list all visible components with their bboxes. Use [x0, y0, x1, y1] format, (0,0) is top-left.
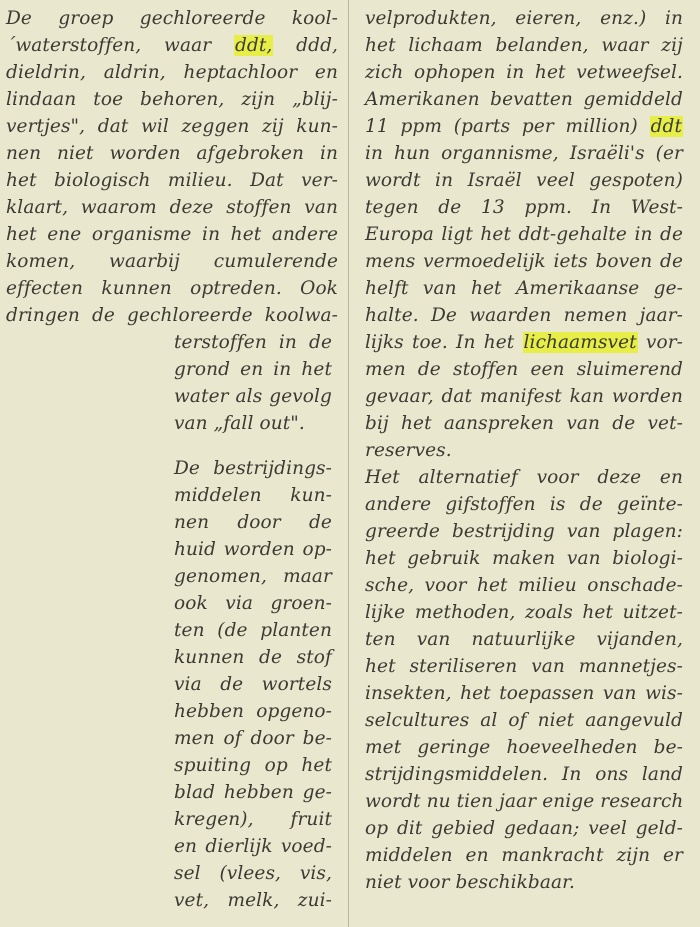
right-line-1: velprodukten, eieren, enz.) in: [365, 8, 683, 29]
right-line-14: men de stoffen een sluimerend: [365, 359, 683, 380]
right-line-21: het gebruik maken van biologi-: [365, 548, 683, 569]
narrow-line-14: hebben opgeno-: [174, 701, 332, 722]
right-line-11: helft van het Amerikaanse ge-: [365, 278, 683, 299]
left-line-3: dieldrin, aldrin, heptachloor en: [6, 62, 338, 83]
right-line-20: greerde bestrijding van plagen:: [365, 521, 683, 542]
left-line-2-tail: ddd,: [273, 35, 338, 56]
left-line-10: komen, waarbij cumulerende: [6, 251, 338, 272]
left-line-7: het biologisch milieu. Dat ver-: [6, 170, 338, 191]
right-line-5-text: 11 ppm (parts per million): [365, 116, 650, 137]
right-line-3: zich ophopen in het vetweefsel.: [365, 62, 683, 83]
narrow-line-10: ook via groen-: [174, 593, 332, 614]
right-line-16: bij het aanspreken van de vet-: [365, 413, 683, 434]
narrow-line-20: sel (vlees, vis,: [174, 863, 332, 884]
narrow-line-6: middelen kun-: [174, 485, 332, 506]
highlight-ddt-2: ddt: [650, 116, 682, 137]
right-line-2: het lichaam belanden, waar zij: [365, 35, 683, 56]
right-line-15: gevaar, dat manifest kan worden: [365, 386, 683, 407]
right-line-26: insekten, het toepassen van wis-: [365, 683, 683, 704]
narrow-line-11: ten (de planten: [174, 620, 332, 641]
left-line-2-text: ´waterstoffen, waar: [6, 35, 234, 56]
left-line-12: dringen de gechloreerde koolwa-: [6, 305, 338, 326]
highlight-lichaamsvet: lichaamsvet: [523, 332, 637, 353]
narrow-line-18: kregen), fruit: [174, 809, 332, 830]
narrow-line-1: terstoffen in de: [174, 332, 332, 353]
left-line-1: De groep gechloreerde kool-: [6, 8, 338, 29]
narrow-line-19: en dierlijk voed-: [174, 836, 332, 857]
right-line-12: halte. De waarden nemen jaar-: [365, 305, 683, 326]
narrow-line-17: blad hebben ge-: [174, 782, 332, 803]
right-line-13: [365, 329, 683, 356]
right-line-19: andere gifstoffen is de geïnte-: [365, 494, 683, 515]
right-line-25: het steriliseren van mannetjes-: [365, 656, 683, 677]
left-line-5: vertjes", dat wil zeggen zij kun-: [6, 116, 338, 137]
left-line-8: klaart, waarom deze stoffen van: [6, 197, 338, 218]
narrow-line-2: grond en in het: [174, 359, 332, 380]
right-line-24: ten van natuurlijke vijanden,: [365, 629, 683, 650]
narrow-line-16: spuiting op het: [174, 755, 332, 776]
narrow-line-8: huid worden op-: [174, 539, 332, 560]
right-line-28: met geringe hoeveelheden be-: [365, 737, 683, 758]
left-line-4: lindaan toe behoren, zijn „blij-: [6, 89, 338, 110]
right-line-27: selcultures al of niet aangevuld: [365, 710, 683, 731]
left-line-2: [6, 32, 338, 59]
left-line-6: nen niet worden afgebroken in: [6, 143, 338, 164]
right-line-18: Het alternatief voor deze en: [365, 467, 683, 488]
right-line-4: Amerikanen bevatten gemiddeld: [365, 89, 683, 110]
right-line-5: [365, 113, 683, 140]
right-line-22: sche, voor het milieu onschade-: [365, 575, 683, 596]
column-divider: [348, 0, 349, 927]
right-line-7: wordt in Israël veel gespoten): [365, 170, 683, 191]
right-line-13-text: lijks toe. In het: [365, 332, 523, 353]
narrow-line-9: genomen, maar: [174, 566, 332, 587]
narrow-line-4: van „fall out".: [174, 413, 305, 434]
right-line-33: niet voor beschikbaar.: [365, 872, 576, 893]
right-line-31: op dit gebied gedaan; veel geld-: [365, 818, 683, 839]
highlight-ddt: ddt,: [234, 35, 273, 56]
narrow-line-5: De bestrijdings-: [174, 458, 332, 479]
left-line-11: effecten kunnen optreden. Ook: [6, 278, 338, 299]
narrow-line-15: men of door be-: [174, 728, 332, 749]
right-line-23: lijke methoden, zoals het uitzet-: [365, 602, 683, 623]
right-line-10: mens vermoedelijk iets boven de: [365, 251, 683, 272]
right-line-8: tegen de 13 ppm. In West-: [365, 197, 683, 218]
narrow-line-3: water als gevolg: [174, 386, 332, 407]
narrow-line-7: nen door de: [174, 512, 332, 533]
right-line-30: wordt nu tien jaar enige research: [365, 791, 684, 812]
narrow-line-21: vet, melk, zui-: [174, 890, 332, 911]
right-line-17: reserves.: [365, 440, 452, 461]
right-line-29: strijdingsmiddelen. In ons land: [365, 764, 683, 785]
right-line-32: middelen en mankracht zijn er: [365, 845, 683, 866]
left-line-9: het ene organisme in het andere: [6, 224, 338, 245]
right-line-9: Europa ligt het ddt-gehalte in de: [365, 224, 683, 245]
right-line-6: in hun organnisme, Israëli's (er: [365, 143, 683, 164]
narrow-line-12: kunnen de stof: [174, 647, 332, 668]
narrow-line-13: via de wortels: [174, 674, 332, 695]
right-line-13-tail: vor-: [637, 332, 683, 353]
